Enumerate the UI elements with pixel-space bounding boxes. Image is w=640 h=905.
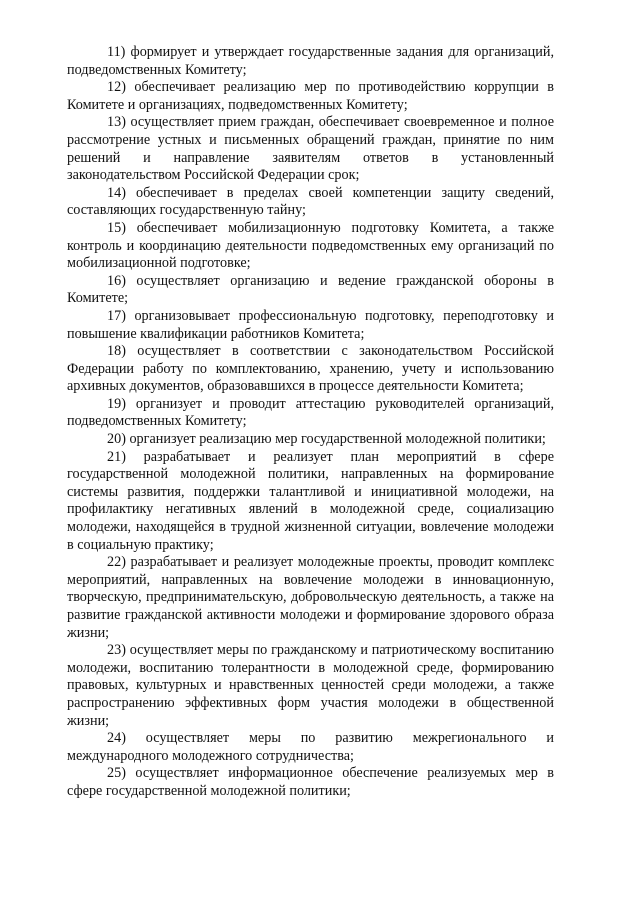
paragraph-item-11: 11) формирует и утверждает государственные задания для организаций, подведомственных Комитету; [67, 44, 554, 78]
document-page [67, 44, 554, 801]
paragraph-item-13: 13) осуществляет прием граждан, обеспечивает своевременное и полное рассмотрение устных и письменных обращений граждан, принятие по ним решений и направление заявителям ответов в установленный законодательством Российской Федерации срок; [67, 114, 554, 184]
paragraph-item-25: 25) осуществляет информационное обеспечение реализуемых мер в сфере государственной молодежной политики; [67, 765, 554, 799]
paragraph-item-19: 19) организует и проводит аттестацию руководителей организаций, подведомственных Комитету; [67, 395, 554, 430]
paragraph-item-23: 23) осуществляет меры по гражданскому и патриотическому воспитанию молодежи, воспитанию толерантности в молодежной среде, формированию правовых, культурных и нравственных ценностей среди молодежи, а также распространению эффективных форм участия молодежи в общественной жизни; [67, 642, 554, 729]
paragraph-item-15: 15) обеспечивает мобилизационную подготовку Комитета, а также контроль и координацию деятельности подведомственных ему организаций по мобилизационной подготовке; [67, 219, 554, 272]
paragraph-item-21: 21) разрабатывает и реализует план мероприятий в сфере государственной молодежной политики, направленных на формирование системы развития, поддержки талантливой и инициативной молодежи, на профилактику негативных явлений в молодежной среде, социализацию молодежи, находящейся в трудной жизненной ситуации, вовлечение молодежи в социальную практику; [67, 448, 554, 553]
paragraph-item-24: 24) осуществляет меры по развитию межрегионального и международного молодежного сотрудничества; [67, 730, 554, 764]
paragraph-item-16: 16) осуществляет организацию и ведение гражданской обороны в Комитете; [67, 272, 554, 307]
paragraph-item-14: 14) обеспечивает в пределах своей компетенции защиту сведений, составляющих государственную тайну; [67, 184, 554, 219]
paragraph-item-12: 12) обеспечивает реализацию мер по противодействию коррупции в Комитете и организациях, подведомственных Комитету; [67, 79, 554, 113]
paragraph-item-18: 18) осуществляет в соответствии с законодательством Российской Федерации работу по комплектованию, хранению, учету и использованию архивных документов, образовавшихся в процессе деятельности Комитета; [67, 343, 554, 395]
paragraph-item-17: 17) организовывает профессиональную подготовку, переподготовку и повышение квалификации работников Комитета; [67, 307, 554, 342]
paragraph-item-22: 22) разрабатывает и реализует молодежные проекты, проводит комплекс мероприятий, направленных на вовлечение молодежи в инновационную, творческую, предпринимательскую, добровольческую деятельность, а также на развитие гражданской активности молодежи и формирование здорового образа жизни; [67, 554, 554, 641]
paragraph-item-20: 20) организует реализацию мер государственной молодежной политики; [107, 431, 546, 448]
